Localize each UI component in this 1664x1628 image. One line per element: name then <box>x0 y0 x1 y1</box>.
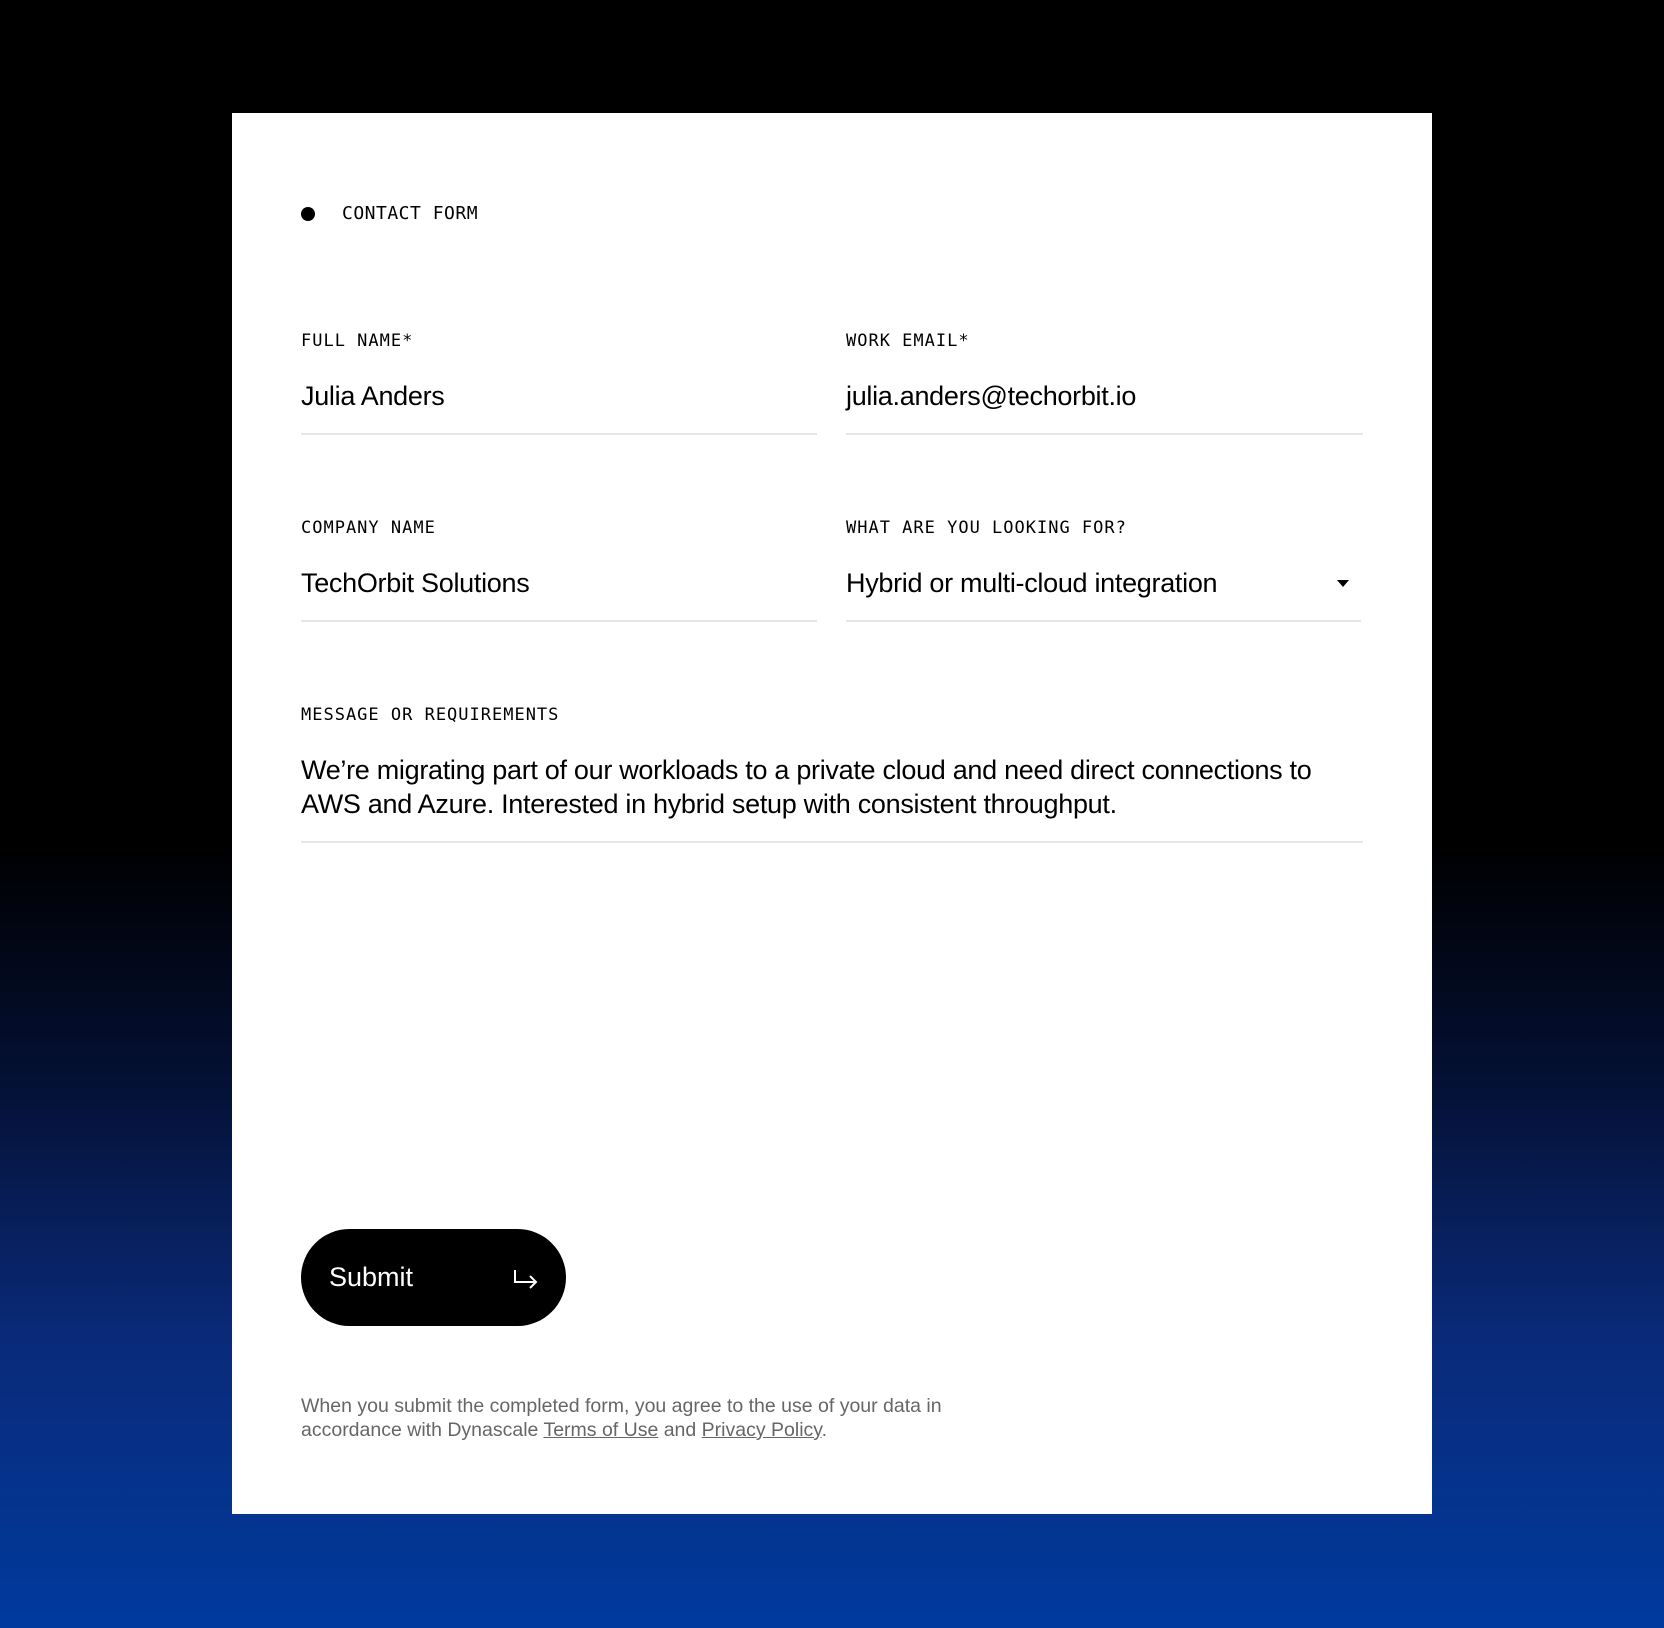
arrow-return-icon <box>512 1266 540 1290</box>
submit-button-label: Submit <box>329 1262 414 1292</box>
company-name-label: COMPANY NAME <box>301 518 436 538</box>
message-label: MESSAGE OR REQUIREMENTS <box>301 705 560 725</box>
work-email-field <box>846 331 1363 435</box>
form-eyebrow-label: CONTACT FORM <box>342 203 479 224</box>
disclaimer-period: . <box>821 1419 828 1441</box>
message-textarea[interactable]: We’re migrating part of our workloads to a private cloud and need direct connections to AWS and Azure. Interested in hybrid setup with consistent throughput. <box>301 753 1363 843</box>
work-email-input[interactable]: julia.anders@techorbit.io <box>846 379 1363 435</box>
company-name-field <box>301 518 817 622</box>
looking-for-selected-value: Hybrid or multi-cloud integration <box>846 568 1218 598</box>
disclaimer-and: and <box>658 1419 702 1441</box>
looking-for-select[interactable] <box>846 566 1361 622</box>
work-email-label: WORK EMAIL* <box>846 331 970 351</box>
full-name-field <box>301 331 817 435</box>
bullet-dot-icon <box>301 207 315 221</box>
submit-button[interactable] <box>301 1229 566 1326</box>
looking-for-field <box>846 518 1361 622</box>
company-name-input[interactable]: TechOrbit Solutions <box>301 566 817 622</box>
caret-down-icon[interactable] <box>1337 580 1349 587</box>
contact-form-card <box>232 113 1432 1514</box>
consent-disclaimer <box>301 1394 981 1442</box>
form-eyebrow <box>301 203 478 224</box>
disclaimer-text: When you submit the completed form, you agree to the use of your data in accordance with Dynascale <box>301 1395 942 1441</box>
message-field <box>301 705 1363 843</box>
privacy-policy-link[interactable]: Privacy Policy <box>701 1419 822 1441</box>
full-name-input[interactable]: Julia Anders <box>301 379 817 435</box>
looking-for-label: WHAT ARE YOU LOOKING FOR? <box>846 518 1127 538</box>
full-name-label: FULL NAME* <box>301 331 414 351</box>
terms-of-use-link[interactable]: Terms of Use <box>543 1419 659 1441</box>
